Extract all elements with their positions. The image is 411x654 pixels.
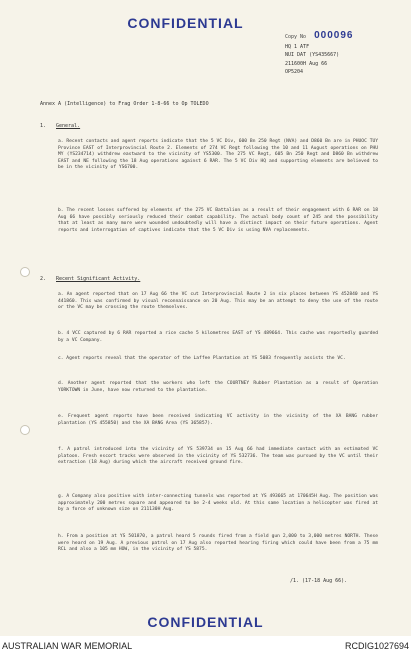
- ref-line: 211600H Aug 66: [285, 60, 328, 67]
- footer-source: AUSTRALIAN WAR MEMORIAL: [2, 641, 133, 651]
- section-heading: [40, 276, 140, 282]
- section-heading: [40, 123, 80, 129]
- closing-reference: /1. (17-18 Aug 66).: [290, 578, 348, 584]
- classification-stamp-bottom: CONFIDENTIAL: [147, 614, 264, 630]
- paragraph: c. Agent reports reveal that the operator of the Laffee Plantation at YS 5083 frequently assists the VC.: [58, 356, 346, 361]
- ref-line: NUI DAT (YS435667): [285, 52, 340, 59]
- annex-title: Annex A (Intelligence) to Frag Order 1-8-66 to Op TOLEDO: [40, 101, 209, 107]
- paragraph: e. Frequent agent reports have been received indicating VC activity in the vicinity of the XA BANG rubber plantation (YS 455850) and the XA BANG Area (YS 365857).: [58, 414, 378, 426]
- paragraph: f. A patrol introduced into the vicinity of YS 539734 on 15 Aug 66 had immediate contact with an estimated VC platoon. Fresh escort tracks were observed in the vicinity of YS 532736. The team was pursued by the VC until their extraction (18 Aug) during which the aircraft received ground fire.: [58, 447, 378, 466]
- reference-block: [285, 43, 339, 76]
- section-title: Recent Significant Activity.: [56, 276, 141, 282]
- ref-line: HQ 1 ATF: [285, 44, 310, 50]
- section-number: 1.: [40, 123, 47, 129]
- copy-number-line: [285, 30, 353, 41]
- paragraph: g. A Company also positive with inter-connecting tunnels was reported at YS 493665 at 170645H Aug. The position was approximately 200 metres square and appeared to be 2-4 weeks old. At this same location a helicopter was fired at by a force of unknown size on 211130H Aug.: [58, 494, 378, 513]
- punch-hole: [20, 267, 30, 277]
- paragraph: a. An agent reported that on 17 Aug 66 the VC cut Interprovincial Route 2 in six places between YS 452840 and YS 441860. This was confirmed by visual reconnaissance on 20 Aug. This may be an attempt to deny the use of the route or the VC may be crossing the route themselves.: [58, 292, 378, 311]
- paragraph: b. The recent losses suffered by elements of the 275 VC Battalion as a result of their engagement with 6 RAR on 18 Aug 66 have possibly seriously reduced their combat capability. The actual body count of 245 and the possibility that at least as many more were wounded undoubtedly will have a distinct impact on their future operations. Agent reports and interrogation of captives indicate that the 5 VC Div is using NVA replacements.: [58, 208, 378, 233]
- copy-number: 000096: [314, 30, 354, 41]
- paragraph: h. From a position at YS 501870, a patrol heard 5 rounds fired from a field gun 2,000 to 3,000 metres NORTH. These were heard on 19 Aug. A previous patrol on 17 Aug also reported hearing firing which could have been from a 75 mm RCL and also a 105 mm HOW, in the vicinity of YS 5875.: [58, 534, 378, 553]
- classification-stamp-top: CONFIDENTIAL: [127, 15, 244, 31]
- section-title: General.: [56, 123, 81, 129]
- paragraph: a. Recent contacts and agent reports indicate that the 5 VC Div, 600 Bn 250 Regt (NVA) and D860 Bn are in PHUOC TUY Province EAST of Interprovincial Route 2. Elements of 274 VC Regt following the 10 and 11 August operations on PHU MY (YS234714) withdrew eastward to the vicinity of YS5300. The 275 VC Regt, 605 Bn 250 Regt and D860 Bn withdrew EAST and NE following the 18 Aug operations against 6 RAR. The 5 VC Div HQ and supporting elements are believed to be in the vicinity of YS6700.: [58, 139, 378, 171]
- paragraph: d. Another agent reported that the workers who left the COURTNEY Rubber Plantation as a result of Operation YORKTOWN in June, have now returned to the plantation.: [58, 381, 378, 393]
- punch-hole: [20, 425, 30, 435]
- copy-label: Copy No: [285, 34, 307, 40]
- footer-record-id: RCDIG1027694: [344, 641, 409, 651]
- ref-line: OP5204: [285, 68, 304, 75]
- paragraph: b. 4 VCC captured by 6 RAR reported a rice cache 5 kilometres EAST of YS 489664. This cache was reportedly guarded by a VC Company.: [58, 331, 378, 343]
- section-number: 2.: [40, 276, 47, 282]
